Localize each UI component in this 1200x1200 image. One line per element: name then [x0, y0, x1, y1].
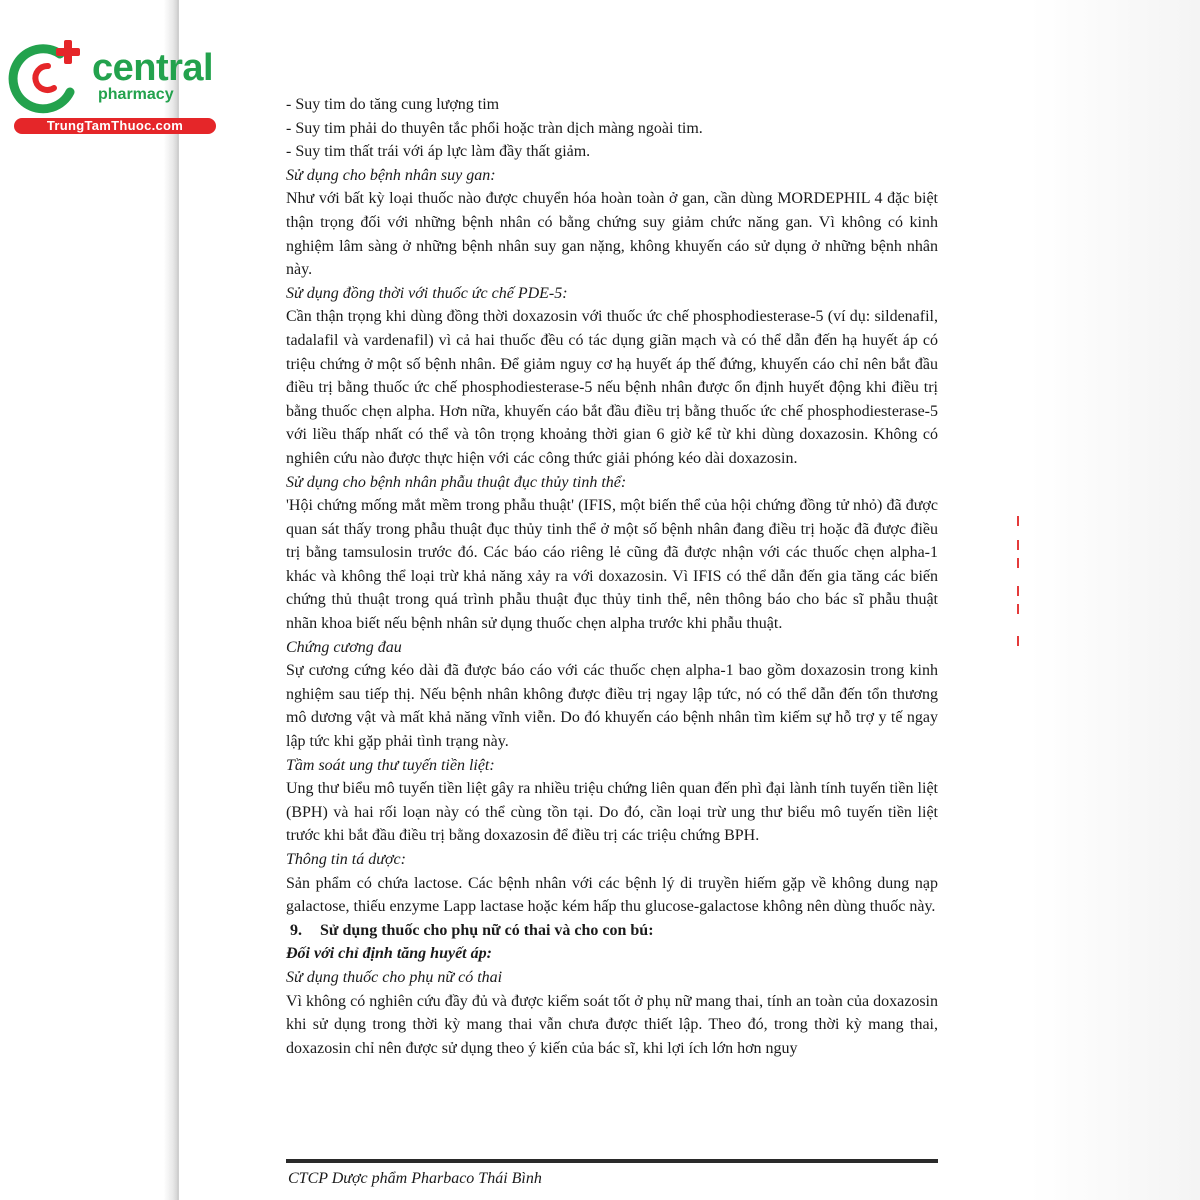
excipient-heading: Thông tin tá dược: — [286, 851, 406, 868]
paper-edge — [177, 0, 179, 1200]
footer-company: CTCP Dược phẩm Pharbaco Thái Bình — [288, 1170, 542, 1187]
prostate-paragraph: Ung thư biểu mô tuyến tiền liệt gây ra nhiều triệu chứng liên quan đến phì đại lành tính tuyến tiền liệt (BPH) và hai rối loạn này có thể cùng tồn tại. Do đó, cần loại trừ ung thư biểu mô tuyến tiền liệt trước khi bắt đầu điều trị bằng doxazosin để điều trị các triệu chứng BPH. — [286, 780, 938, 845]
footer-rule — [286, 1159, 938, 1163]
hypertension-heading: Đối với chỉ định tăng huyết áp: — [286, 945, 492, 963]
section-number: 9. — [290, 921, 302, 939]
section-title: Sử dụng thuốc cho phụ nữ có thai và cho con bú: — [320, 921, 654, 939]
cataract-heading: Sử dụng cho bệnh nhân phẫu thuật đục thủy tinh thể: — [286, 473, 627, 491]
pde5-paragraph: Cần thận trọng khi dùng đồng thời doxazosin với thuốc ức chế phosphodiesterase-5 (ví dụ: sildenafil, tadalafil và vardenafil) vì cả hai thuốc đều có tác dụng giãn mạch và có thể dẫn đến hạ huyết áp có triệu chứng ở một số bệnh nhân. Để giảm nguy cơ hạ huyết áp thế đứng, khuyến cáo chỉ nên bắt đầu điều trị bằng thuốc ức chế phosphodiesterase-5 nếu bệnh nhân được ổn định huyết động khi điều trị bằng thuốc chẹn alpha. Hơn nữa, khuyến cáo bắt đầu điều trị bằng thuốc ức chế phosphodiesterase-5 với liều thấp nhất có thể và tôn trọng khoảng thời gian 6 giờ kể từ khi dùng doxazosin. Không có nghiên cứu nào được thực hiện với các công thức giải phóng kéo dài doxazosin. — [286, 308, 938, 467]
stamp-fragment — [1017, 636, 1027, 646]
central-logo-icon — [8, 36, 88, 116]
scan-left-margin — [0, 0, 178, 1200]
section-9-heading — [286, 919, 938, 943]
document-body — [286, 93, 938, 1060]
pregnancy-heading: Sử dụng thuốc cho phụ nữ có thai — [286, 968, 503, 986]
bullet-item: - Suy tim do tăng cung lượng tim — [286, 96, 500, 113]
brand-name: central — [92, 47, 214, 89]
cataract-paragraph: 'Hội chứng mống mắt mềm trong phẫu thuật' (IFIS, một biến thể của hội chứng đồng tử nhỏ) đã được quan sát thấy trong phẫu thuật đục thủy tinh thể ở một số bệnh nhân đang điều trị hoặc đã được điều trị bằng tamsulosin trước đó. Các báo cáo riêng lẻ cũng đã được nhận với các thuốc chẹn alpha-1 khác và không thể loại trừ khả năng xảy ra với doxazosin. Vì IFIS có thể dẫn đến gia tăng các biến chứng thủ thuật trong quá trình phẫu thuật đục thủy tinh thể, nên thông báo cho bác sĩ phẫu thuật nhãn khoa biết nếu bệnh nhân sử dụng thuốc chẹn alpha trước khi phẫu thuật. — [286, 497, 938, 633]
scan-right-margin — [1030, 0, 1200, 1200]
stamp-fragment — [1017, 558, 1027, 568]
excipient-paragraph: Sản phẩm có chứa lactose. Các bệnh nhân với các bệnh lý di truyền hiếm gặp về không dung nạp galactose, thiếu enzyme Lapp lactase hoặc kém hấp thu glucose-galactose không nên dùng thuốc này. — [286, 874, 938, 916]
prostate-heading: Tầm soát ung thư tuyến tiền liệt: — [286, 756, 495, 774]
brand-subtitle: pharmacy — [98, 86, 174, 103]
liver-heading: Sử dụng cho bệnh nhân suy gan: — [286, 166, 496, 184]
stamp-fragment — [1017, 516, 1027, 526]
pde5-heading: Sử dụng đồng thời với thuốc ức chế PDE-5: — [286, 284, 568, 302]
stamp-fragment — [1017, 540, 1027, 550]
priapism-heading: Chứng cương đau — [286, 638, 402, 656]
pregnancy-paragraph: Vì không có nghiên cứu đầy đủ và được kiểm soát tốt ở phụ nữ mang thai, tính an toàn của doxazosin khi sử dụng trong thời kỳ mang thai vẫn chưa được thiết lập. Theo đó, trong thời kỳ mang thai, doxazosin chỉ nên được sử dụng theo ý kiến của bác sĩ, khi lợi ích lớn hơn nguy — [286, 992, 938, 1057]
liver-paragraph: Như với bất kỳ loại thuốc nào được chuyển hóa hoàn toàn ở gan, cần dùng MORDEPHIL 4 đặc biệt thận trọng đối với những bệnh nhân có bằng chứng suy giảm chức năng gan. Vì không có kinh nghiệm lâm sàng ở những bệnh nhân suy gan nặng, không khuyến cáo sử dụng ở những bệnh nhân này. — [286, 190, 938, 279]
bullet-item: - Suy tim phải do thuyên tắc phổi hoặc tràn dịch màng ngoài tim. — [286, 119, 703, 137]
brand-url[interactable]: TrungTamThuoc.com — [14, 118, 216, 134]
stamp-fragment — [1017, 586, 1027, 596]
bullet-item: - Suy tim thất trái với áp lực làm đầy thất giảm. — [286, 143, 591, 161]
priapism-paragraph: Sự cương cứng kéo dài đã được báo cáo với các thuốc chẹn alpha-1 bao gồm doxazosin trong kinh nghiệm sau tiếp thị. Nếu bệnh nhân không được điều trị ngay lập tức, nó có thể dẫn đến tổn thương mô dương vật và mất khả năng vĩnh viễn. Do đó khuyến cáo bệnh nhân tìm kiếm sự hỗ trợ y tế ngay lập tức khi gặp phải tình trạng này. — [286, 662, 938, 751]
stamp-fragment — [1017, 604, 1027, 614]
central-pharmacy-logo[interactable] — [8, 36, 218, 136]
